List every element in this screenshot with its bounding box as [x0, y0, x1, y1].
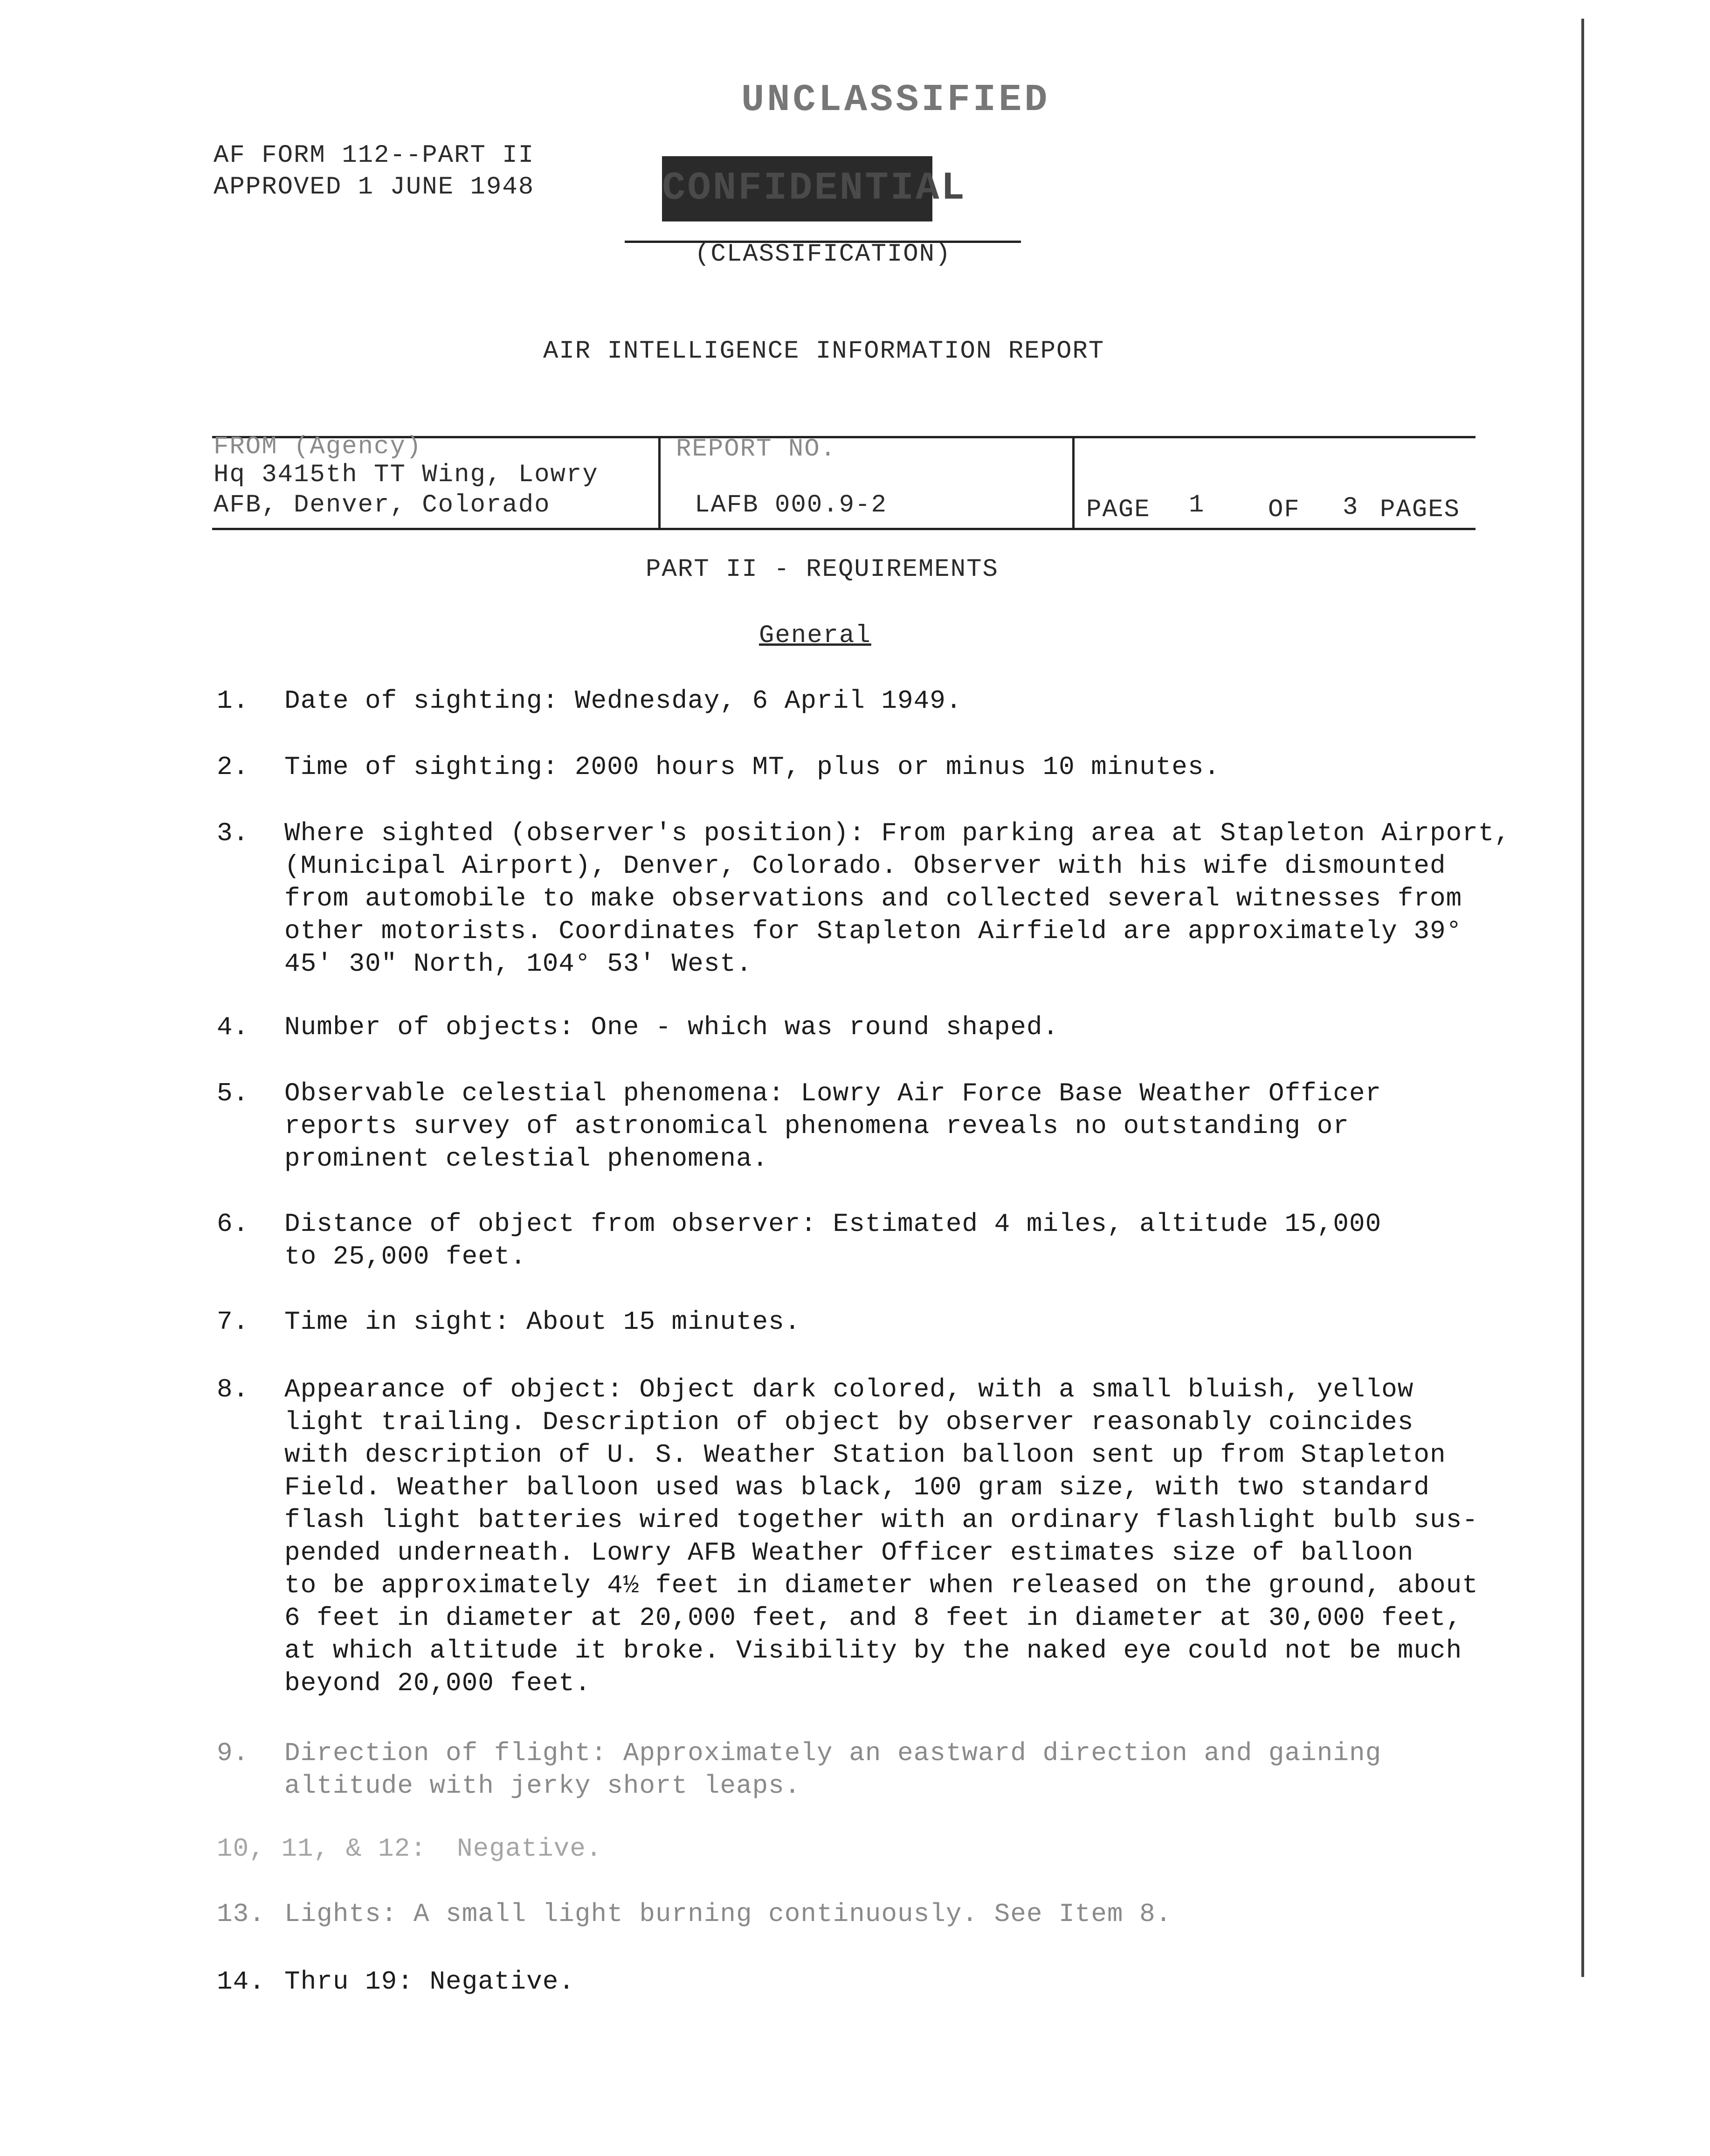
item-number: 8.: [217, 1375, 249, 1404]
item-line: Number of objects: One - which was round shaped.: [284, 1012, 1059, 1042]
item-line: (Municipal Airport), Denver, Colorado. Observer with his wife dismounted: [284, 851, 1446, 881]
item-line: Lights: A small light burning continuously. See Item 8.: [284, 1899, 1172, 1929]
unclassified-stamp: UNCLASSIFIED: [741, 78, 1050, 122]
header-box-bottom-rule: [212, 528, 1476, 530]
item-line: reports survey of astronomical phenomena reveals no outstanding or: [284, 1111, 1349, 1141]
item-line: Direction of flight: Approximately an eastward direction and gaining: [284, 1738, 1382, 1768]
item-line: flash light batteries wired together with an ordinary flashlight bulb sus-: [284, 1505, 1478, 1535]
confidential-stamp: CONFIDENTIAL: [662, 156, 932, 221]
item-number: 2.: [217, 752, 249, 782]
item-line: light trailing. Description of object by observer reasonably coincides: [284, 1407, 1414, 1437]
item-number: 13.: [217, 1899, 265, 1929]
header-box-divider-2: [1072, 436, 1075, 528]
pages-label: PAGES: [1380, 496, 1461, 524]
item-number: 9.: [217, 1738, 249, 1768]
item-line: 6 feet in diameter at 20,000 feet, and 8 feet in diameter at 30,000 feet,: [284, 1603, 1462, 1633]
item-line: to be approximately 4½ feet in diameter when released on the ground, about: [284, 1570, 1478, 1600]
item-number: 5.: [217, 1078, 249, 1108]
item-line: Thru 19: Negative.: [284, 1967, 575, 1997]
from-agency-line1: Hq 3415th TT Wing, Lowry: [214, 461, 599, 489]
item-line: pended underneath. Lowry AFB Weather Officer estimates size of balloon: [284, 1538, 1414, 1568]
item-number: 4.: [217, 1012, 249, 1042]
form-approved-date: APPROVED 1 JUNE 1948: [214, 173, 535, 201]
report-no-value: LAFB 000.9-2: [695, 491, 887, 519]
item-line: from automobile to make observations and collected several witnesses from: [284, 884, 1462, 913]
item-line: beyond 20,000 feet.: [284, 1668, 591, 1698]
part-title: PART II - REQUIREMENTS: [646, 555, 999, 584]
item-number: 3.: [217, 818, 249, 848]
item-line: Appearance of object: Object dark colored, with a small bluish, yellow: [284, 1375, 1414, 1404]
from-agency-label: FROM (Agency): [214, 433, 422, 461]
page-label: PAGE: [1086, 496, 1151, 524]
item-line: altitude with jerky short leaps.: [284, 1771, 801, 1801]
header-box-divider-1: [658, 436, 661, 528]
item-line: to 25,000 feet.: [284, 1242, 527, 1271]
item-line: prominent celestial phenomena.: [284, 1144, 769, 1174]
classification-label: (CLASSIFICATION): [695, 240, 952, 269]
item-line: Date of sighting: Wednesday, 6 April 1949.: [284, 686, 962, 716]
item-line: with description of U. S. Weather Station balloon sent up from Stapleton: [284, 1440, 1446, 1470]
report-title: AIR INTELLIGENCE INFORMATION REPORT: [543, 337, 1105, 366]
page-edge: [1581, 19, 1584, 1977]
item-line: Where sighted (observer's position): From parking area at Stapleton Airport,: [284, 818, 1511, 848]
item-line: other motorists. Coordinates for Stapleton Airfield are approximately 39°: [284, 916, 1462, 946]
item-line: Time of sighting: 2000 hours MT, plus or minus 10 minutes.: [284, 752, 1220, 782]
total-pages: 3: [1343, 493, 1359, 522]
item-line: Field. Weather balloon used was black, 100 gram size, with two standard: [284, 1472, 1430, 1502]
item-line: 45' 30" North, 104° 53' West.: [284, 949, 752, 979]
from-agency-line2: AFB, Denver, Colorado: [214, 491, 551, 519]
item-line: Observable celestial phenomena: Lowry Air Force Base Weather Officer: [284, 1078, 1382, 1108]
form-id: AF FORM 112--PART II: [214, 141, 535, 170]
of-label: OF: [1268, 496, 1300, 524]
item-number: 14.: [217, 1967, 265, 1997]
report-no-label: REPORT NO.: [676, 435, 837, 463]
item-number: 7.: [217, 1307, 249, 1337]
item-number: 1.: [217, 686, 249, 716]
item-number: 10, 11, & 12:: [217, 1834, 427, 1864]
item-line: Time in sight: About 15 minutes.: [284, 1307, 801, 1337]
item-line: Negative.: [457, 1834, 602, 1864]
section-title: General: [759, 622, 871, 650]
page-number: 1: [1189, 491, 1205, 519]
item-line: at which altitude it broke. Visibility by the naked eye could not be much: [284, 1636, 1462, 1665]
item-line: Distance of object from observer: Estimated 4 miles, altitude 15,000: [284, 1209, 1382, 1239]
item-number: 6.: [217, 1209, 249, 1239]
